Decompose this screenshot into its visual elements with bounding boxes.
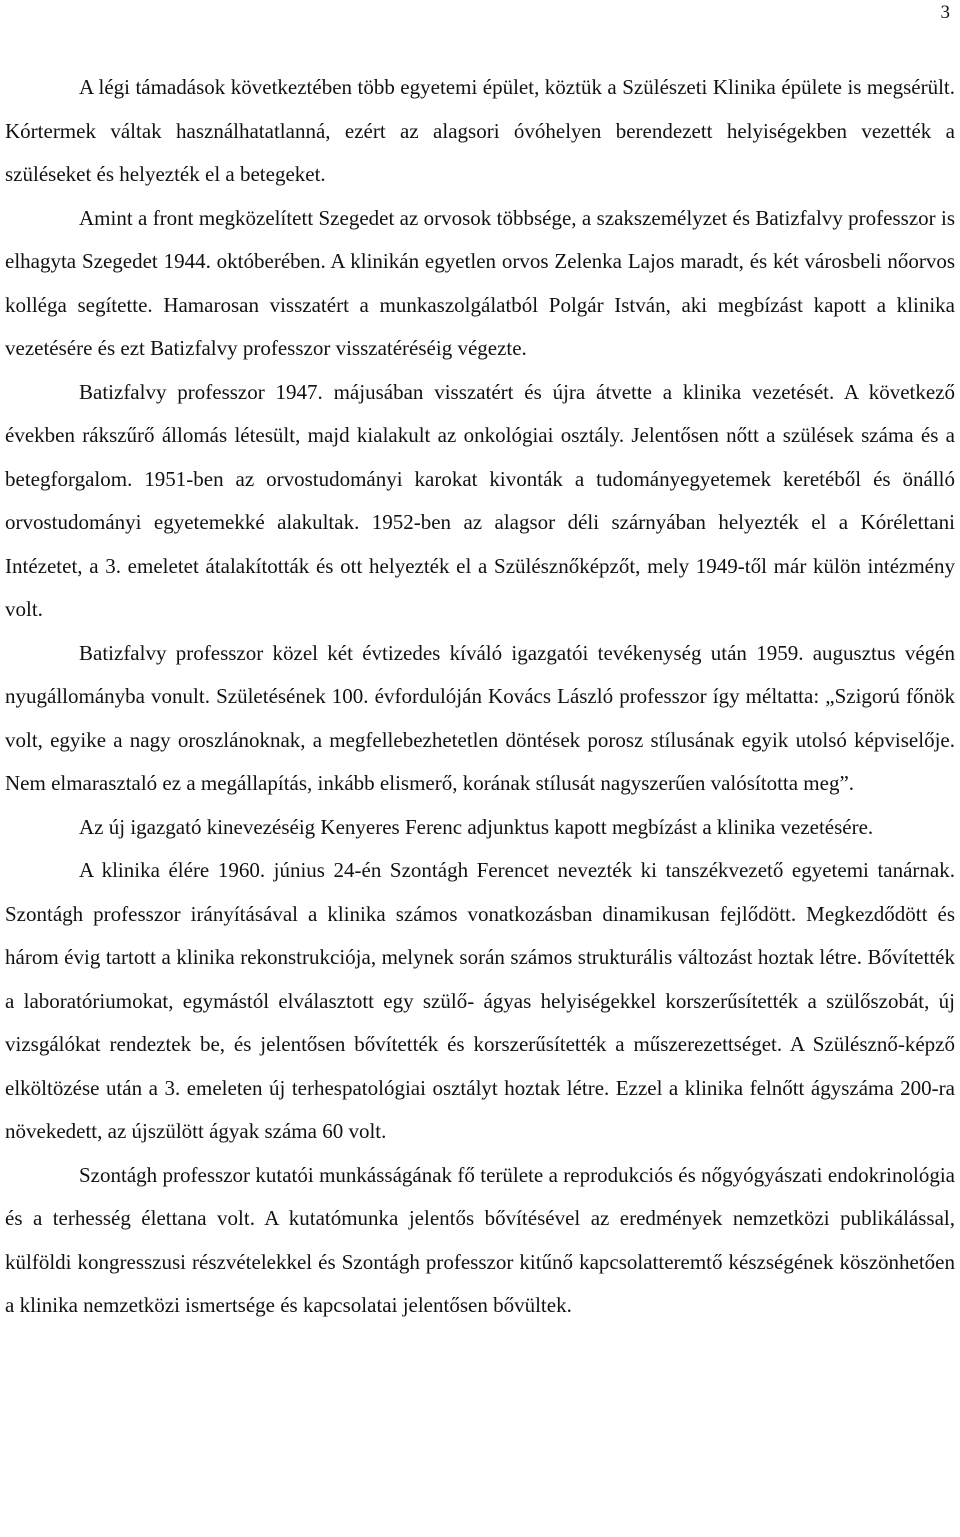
paragraph-interim-director: Az új igazgató kinevezéséig Kenyeres Ferenc adjunktus kapott megbízást a klinika vezetésére. [79, 814, 874, 839]
paragraph-szontagh-appointment: A klinika élére 1960. június 24-én Szontágh Ferencet nevezték ki tanszékvezető egyetemi tanárnak. Szontágh professzor irányításával a klinika számos vonatkozásban dinamikusan fejlődött. Megkezdődött és három évig tartott a klinika rekonstrukciója, melynek során számos strukturális változást hoztak létre. Bővítették a laboratóriumokat, egymástól elválasztott egy szülő- ágyas helyiségekkel korszerűsítették a szülőszobát, új vizsgálókat rendeztek be, és jelentősen bővítették és korszerűsítették a műszerezettséget. A Szülésznő-képző elköltözése után a 3. emeleten új terhespatológiai osztályt hoztak létre. Ezzel a klinika felnőtt ágyszáma 200-ra növekedett, az újszülött ágyak száma 60 volt. [5, 858, 955, 1143]
page-number: 3 [940, 2, 950, 23]
paragraph-front-approach: Amint a front megközelített Szegedet az orvosok többsége, a szakszemélyzet és Batizfalvy professzor is elhagyta Szegedet 1944. októberében. A klinikán egyetlen orvos Zelenka Lajos maradt, és két városbeli nőorvos kolléga segítette. Hamarosan visszatért a munkaszolgálatból Polgár István, aki megbízást kapott a klinika vezetésére és ezt Batizfalvy professzor visszatéréséig végezte. [5, 205, 955, 360]
paragraph-research: Szontágh professzor kutatói munkásságának fő területe a reprodukciós és nőgyógyászati endokrinológia és a terhesség élettana volt. A kutatómunka jelentős bővítésével az eredmények nemzetközi publikálással, külföldi kongresszusi részvételekkel és Szontágh professzor kitűnő kapcsolatteremtő készségének köszönhetően a klinika nemzetközi ismertsége és kapcsolatai jelentősen bővültek. [5, 1162, 955, 1317]
document-body [5, 66, 955, 1328]
paragraph-air-raids: A légi támadások következtében több egyetemi épület, köztük a Szülészeti Klinika épülete is megsérült. Kórtermek váltak használhatatlanná, ezért az alagsori óvóhelyen berendezett helyiségekben vezették a szüléseket és helyezték el a betegeket. [5, 75, 955, 186]
paragraph-retirement-1959: Batizfalvy professzor közel két évtizedes kíváló igazgatói tevékenység után 1959. augusztus végén nyugállományba vonult. Születésének 100. évfordulóján Kovács László professzor így méltatta: „Szigorú főnök volt, egyike a nagy oroszlánoknak, a megfellebezhetetlen döntések porosz stílusának egyik utolsó képviselője. Nem elmarasztaló ez a megállapítás, inkább elismerő, korának stílusát nagyszerűen valósította meg”. [5, 640, 955, 795]
paragraph-return-1947: Batizfalvy professzor 1947. májusában visszatért és újra átvette a klinika vezetését. A következő években rákszűrő állomás létesült, majd kialakult az onkológiai osztály. Jelentősen nőtt a szülések száma és a betegforgalom. 1951-ben az orvostudományi karokat kivonták a tudományegyetemek keretéből és önálló orvostudományi egyetemekké alakultak. 1952-ben az alagsor déli szárnyában helyezték el a Kórélettani Intézetet, a 3. emeletet átalakították és ott helyezték el a Szülésznőképzőt, mely 1949-től már külön intézmény volt. [5, 379, 955, 621]
